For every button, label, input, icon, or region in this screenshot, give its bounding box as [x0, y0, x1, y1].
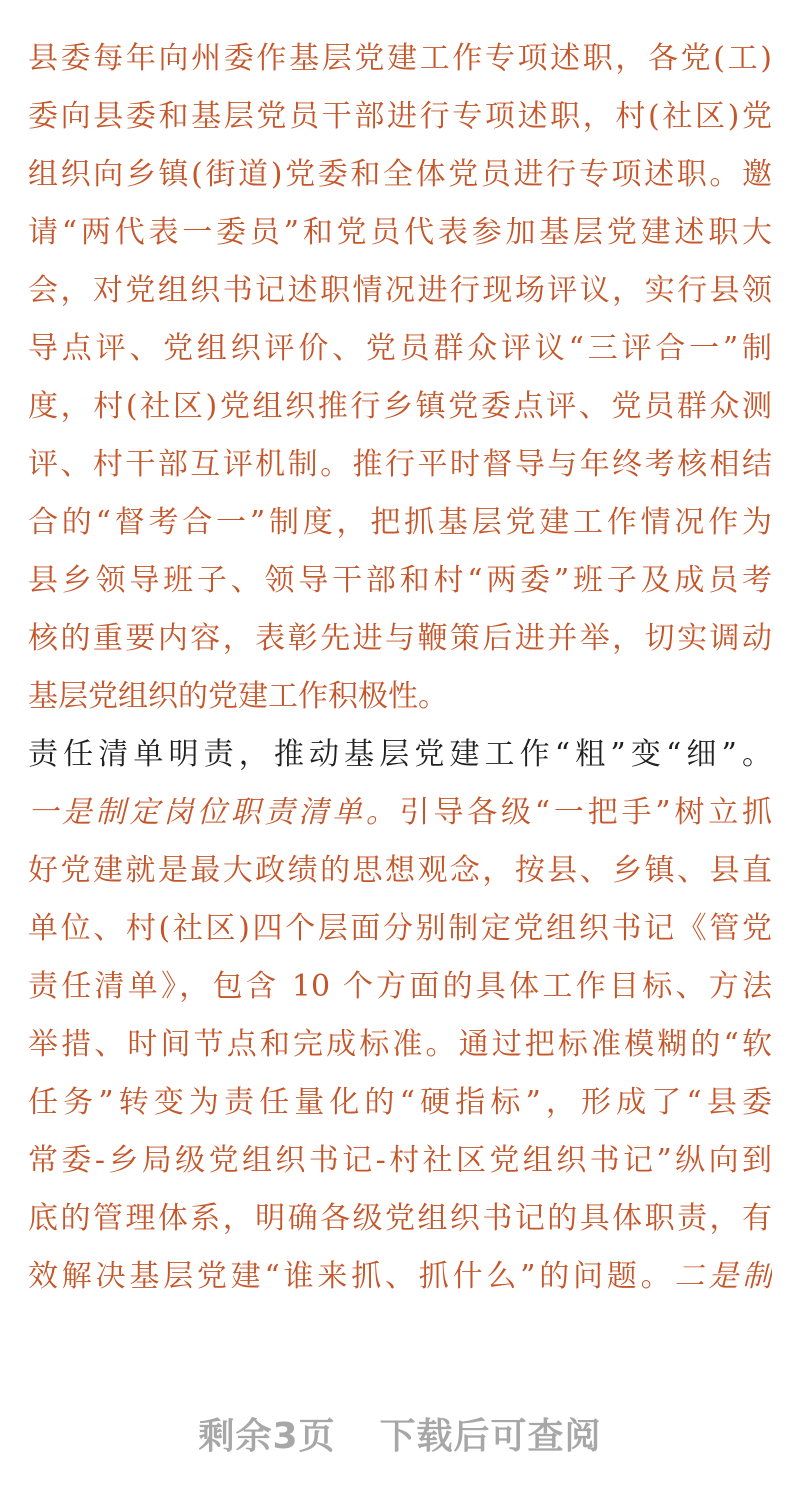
download-to-view-label: 下载后可查阅: [379, 1416, 602, 1457]
text-segment: 引导各级“一把手”树立抓: [399, 795, 772, 830]
text-line: [28, 784, 772, 842]
text-line: 举措、时间节点和完成标准。通过把标准模糊的“软: [28, 1027, 772, 1062]
text-line: 常委-乡局级党组织书记-村社区党组织书记”纵向到: [28, 1143, 772, 1178]
text-line: 责任清单》，包含 10 个方面的具体工作目标、方法: [28, 969, 772, 1004]
text-line: 任务”转变为责任量化的“硬指标”，形成了“县委: [28, 1085, 772, 1120]
text-segment: 效解决基层党建“谁来抓、抓什么”的问题。: [28, 1259, 675, 1294]
document-body: [28, 30, 772, 1306]
section-heading: 责任清单明责，推动基层党建工作“粗”变“细”。: [28, 737, 772, 772]
text-line: 会，对党组织书记述职情况进行现场评议，实行县领: [28, 273, 772, 308]
text-line: 度，村(社区)党组织推行乡镇党委点评、党员群众测: [28, 389, 772, 424]
text-line: 委向县委和基层党员干部进行专项述职，村(社区)党: [28, 99, 772, 134]
text-line: 县乡领导班子、领导干部和村“两委”班子及成员考: [28, 563, 772, 598]
emphasis-text: 一是制定岗位职责清单。: [28, 795, 400, 830]
text-line: [28, 1248, 772, 1306]
text-line: 请“两代表一委员”和党员代表参加基层党建述职大: [28, 215, 772, 250]
text-line: 底的管理体系，明确各级党组织书记的具体职责，有: [28, 1201, 772, 1236]
text-line: 评、村干部互评机制。推行平时督导与年终考核相结: [28, 447, 772, 482]
text-line: 基层党组织的党建工作积极性。: [28, 679, 448, 714]
remaining-pages-label: 剩余3页: [198, 1416, 336, 1457]
text-line: 合的“督考合一”制度，把抓基层党建工作情况作为: [28, 505, 772, 540]
text-line: 导点评、党组织评价、党员群众评议“三评合一”制: [28, 331, 772, 366]
text-line: 好党建就是最大政绩的思想观念，按县、乡镇、县直: [28, 853, 772, 888]
text-line: 县委每年向州委作基层党建工作专项述职，各党(工): [28, 41, 772, 76]
download-prompt[interactable]: [0, 1408, 800, 1459]
text-line: 单位、村(社区)四个层面分别制定党组织书记《管党: [28, 911, 772, 946]
text-line: 核的重要内容，表彰先进与鞭策后进并举，切实调动: [28, 621, 772, 656]
text-line: 组织向乡镇(街道)党委和全体党员进行专项述职。邀: [28, 157, 772, 192]
emphasis-text: 二是制: [674, 1259, 772, 1294]
